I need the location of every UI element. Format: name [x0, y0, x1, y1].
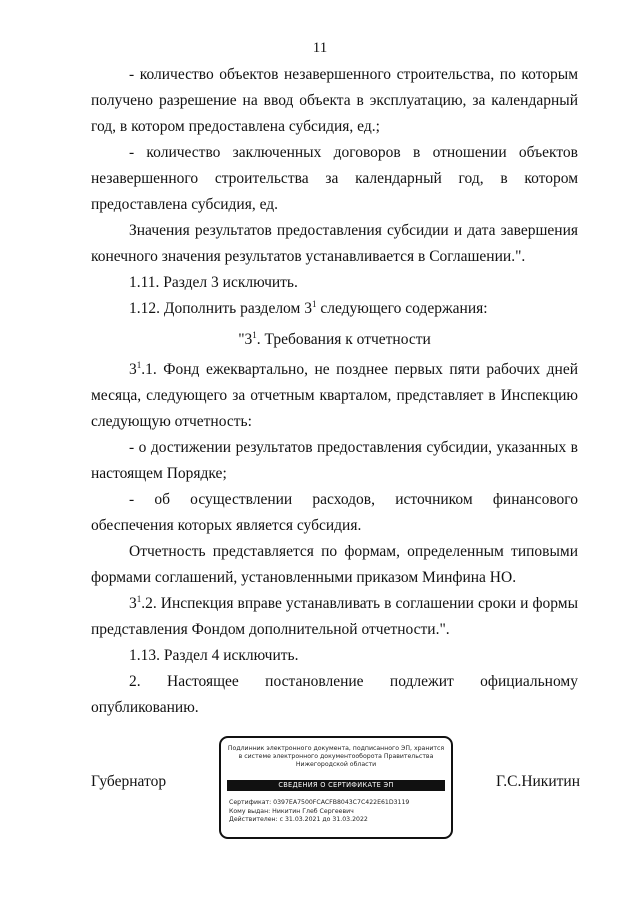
section-heading	[91, 327, 578, 353]
stamp-certificate: Сертификат: 0397EA7500FCACFB8043C7C422E61D3119	[229, 799, 410, 806]
stamp-title: СВЕДЕНИЯ О СЕРТИФИКАТЕ ЭП	[227, 780, 445, 791]
paragraph-3-1-1-start: 3	[129, 361, 137, 378]
paragraph-contracts-count: - количество заключенных договоров в отношении объектов незавершенного строительства за календарный год, в котором предоставлена субсидия, ед.	[91, 144, 578, 213]
paragraph-objects-count: - количество объектов незавершенного строительства, по которым получено разрешение на ввод объекта в эксплуатацию, за календарный год, в котором предоставлена субсидия, ед.;	[91, 66, 578, 135]
paragraph-report-forms: Отчетность представляется по формам, определенным типовыми формами соглашений, установленными приказом Минфина НО.	[91, 543, 578, 586]
paragraph-results-values: Значения результатов предоставления субсидии и дата завершения конечного значения результатов устанавливается в Соглашении.".	[91, 222, 578, 265]
stamp-header: Подлинник электронного документа, подписанного ЭП, хранится в системе электронного документооборота Правительства Нижегородской области	[227, 745, 445, 768]
superscript: 1	[136, 360, 142, 370]
paragraph-expenses-report: - об осуществлении расходов, источником финансового обеспечения которых является субсидия.	[91, 491, 578, 534]
paragraph-1-11: 1.11. Раздел 3 исключить.	[129, 274, 298, 291]
paragraph-3-1-1-end: .1. Фонд ежеквартально, не позднее первых пяти рабочих дней месяца, следующего за отчетным кварталом, представляет в Инспекцию следующую отчетность:	[91, 361, 578, 430]
electronic-signature-stamp	[219, 736, 453, 839]
paragraph-results-report: - о достижении результатов предоставления субсидии, указанных в настоящем Порядке;	[91, 439, 578, 482]
signature-position: Губернатор	[91, 773, 167, 790]
section-heading-end: . Требования к отчетности	[256, 331, 431, 348]
paragraph-publication: 2. Настоящее постановление подлежит официальному опубликованию.	[91, 673, 578, 716]
stamp-details	[229, 799, 445, 825]
paragraph-1-12-text-start: 1.12. Дополнить разделом 3	[129, 300, 312, 317]
page-number: 11	[312, 40, 328, 56]
section-heading-start: "3	[238, 331, 253, 348]
superscript: 1	[136, 594, 142, 604]
paragraph-3-1-2-start: 3	[129, 595, 137, 612]
paragraph-1-12-text-end: следующего содержания:	[316, 300, 488, 317]
paragraph-3-1-2-end: .2. Инспекция вправе устанавливать в соглашении сроки и формы представления Фондом дополнительной отчетности.".	[91, 595, 578, 638]
paragraph-1-12	[91, 296, 578, 322]
stamp-issued-to: Кому выдан: Никитин Глеб Сергеевич	[229, 807, 354, 815]
stamp-validity: Действителен: с 31.03.2021 до 31.03.2022	[229, 816, 368, 823]
superscript: 1	[311, 299, 317, 309]
paragraph-1-13: 1.13. Раздел 4 исключить.	[129, 647, 299, 664]
paragraph-3-1-2	[91, 591, 578, 643]
paragraph-3-1-1	[91, 357, 578, 435]
superscript: 1	[252, 330, 257, 340]
signature-name: Г.С.Никитин	[496, 773, 580, 790]
